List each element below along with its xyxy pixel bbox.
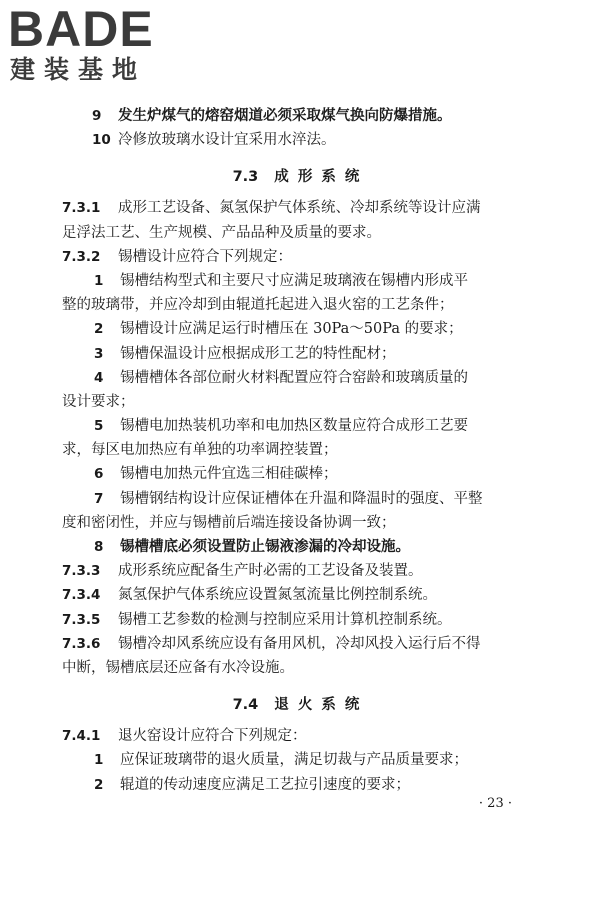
item-text: 锡槽槽底必须设置防止锡液渗漏的冷却设施。: [120, 538, 410, 555]
clause-text: 中断，锡槽底层还应备有水冷设施。: [62, 659, 294, 676]
bade-logo: [8, 1, 176, 86]
clause-7-3-3: [62, 559, 532, 583]
item-number: 1: [94, 272, 104, 289]
item-text: 锡槽保温设计应根据成形工艺的特性配材；: [120, 345, 396, 362]
page-number: · 23 ·: [478, 796, 512, 811]
section-title: 退 火 系 统: [274, 696, 362, 714]
item-number: 4: [94, 369, 104, 386]
item-number: 10: [92, 132, 111, 149]
item-continuation: [62, 438, 532, 462]
clause-continuation: [62, 221, 532, 245]
clause-7-3-1: [62, 196, 532, 220]
clause-7-3-2: [62, 245, 532, 269]
item-text: 锡槽电加热元件宜选三相硅碳棒；: [120, 466, 338, 483]
item-continuation: [62, 511, 532, 535]
item-text: 发生炉煤气的熔窑烟道必须采取煤气换向防爆措施。: [118, 107, 452, 124]
section-heading-7-4: [62, 690, 532, 720]
item-2: [62, 773, 532, 797]
item-10: [62, 128, 532, 152]
item-6: [62, 462, 532, 486]
clause-text: 锡槽工艺参数的检测与控制应采用计算机控制系统。: [118, 611, 452, 628]
clause-text: 成形系统应配备生产时必需的工艺设备及装置。: [118, 563, 423, 580]
item-1: [62, 748, 532, 772]
item-number: 6: [94, 466, 104, 483]
section-title: 成 形 系 统: [274, 168, 362, 186]
item-2: [62, 317, 532, 341]
item-number: 2: [94, 776, 104, 793]
item-4: [62, 366, 532, 390]
section-heading-7-3: [62, 162, 532, 192]
clause-text: 锡槽冷却风系统应设有备用风机，冷却风投入运行后不得: [118, 635, 481, 652]
clause-continuation: [62, 656, 532, 680]
item-1: [62, 269, 532, 293]
section-number: 7.4: [232, 697, 259, 714]
item-number: 3: [94, 345, 104, 362]
item-text: 应保证玻璃带的退火质量，满足切裁与产品质量要求；: [120, 752, 468, 769]
item-9-mandatory: [62, 104, 532, 128]
item-number: 9: [92, 108, 102, 124]
item-text: 整的玻璃带，并应冷却到由辊道托起进入退火窑的工艺条件；: [62, 297, 454, 314]
clause-number: 7.4.1: [62, 728, 101, 745]
clause-number: 7.3.4: [62, 587, 101, 604]
clause-number: 7.3.3: [62, 563, 101, 580]
clause-7-3-6: [62, 632, 532, 656]
item-8-mandatory: [62, 535, 532, 559]
logo-subtitle: 建装基地: [10, 55, 147, 84]
item-number: 7: [94, 490, 104, 507]
clause-number: 7.3.1: [62, 200, 101, 217]
item-text: 锡槽槽体各部位耐火材料配置应符合窑龄和玻璃质量的: [120, 369, 468, 386]
section-number: 7.3: [232, 169, 259, 186]
item-5: [62, 414, 532, 438]
item-7: [62, 487, 532, 511]
clause-text: 退火窑设计应符合下列规定：: [118, 728, 307, 745]
clause-7-3-4: [62, 583, 532, 607]
clause-number: 7.3.6: [62, 635, 101, 652]
item-text: 锡槽钢结构设计应保证槽体在升温和降温时的强度、平整: [120, 490, 483, 507]
item-continuation: [62, 293, 532, 317]
item-3: [62, 342, 532, 366]
item-text: 冷修放玻璃水设计宜采用水淬法。: [118, 132, 336, 149]
item-text: 锡槽设计应满足运行时槽压在 30Pa～50Pa 的要求；: [120, 321, 463, 338]
clause-text: 氮氢保护气体系统应设置氮氢流量比例控制系统。: [118, 587, 437, 604]
document-body: [62, 104, 532, 797]
clause-text: 锡槽设计应符合下列规定：: [118, 248, 292, 265]
item-text: 锡槽电加热装机功率和电加热区数量应符合成形工艺要: [120, 418, 468, 435]
item-number: 2: [94, 321, 104, 338]
item-text: 求，每区电加热应有单独的功率调控装置；: [62, 442, 338, 459]
clause-text: 足浮法工艺、生产规模、产品品种及质量的要求。: [62, 224, 381, 241]
clause-number: 7.3.5: [62, 611, 101, 628]
item-number: 8: [94, 539, 104, 555]
clause-7-3-5: [62, 608, 532, 632]
item-text: 度和密闭性，并应与锡槽前后端连接设备协调一致；: [62, 514, 396, 531]
clause-number: 7.3.2: [62, 248, 101, 265]
item-text: 设计要求；: [62, 393, 135, 410]
item-text: 辊道的传动速度应满足工艺拉引速度的要求；: [120, 776, 410, 793]
item-continuation: [62, 390, 532, 414]
clause-7-4-1: [62, 724, 532, 748]
item-text: 锡槽结构型式和主要尺寸应满足玻璃液在锡槽内形成平: [120, 272, 468, 289]
item-number: 1: [94, 752, 104, 769]
item-number: 5: [94, 418, 104, 435]
logo-wordmark: BADE: [8, 1, 154, 57]
clause-text: 成形工艺设备、氮氢保护气体系统、冷却系统等设计应满: [118, 200, 481, 217]
